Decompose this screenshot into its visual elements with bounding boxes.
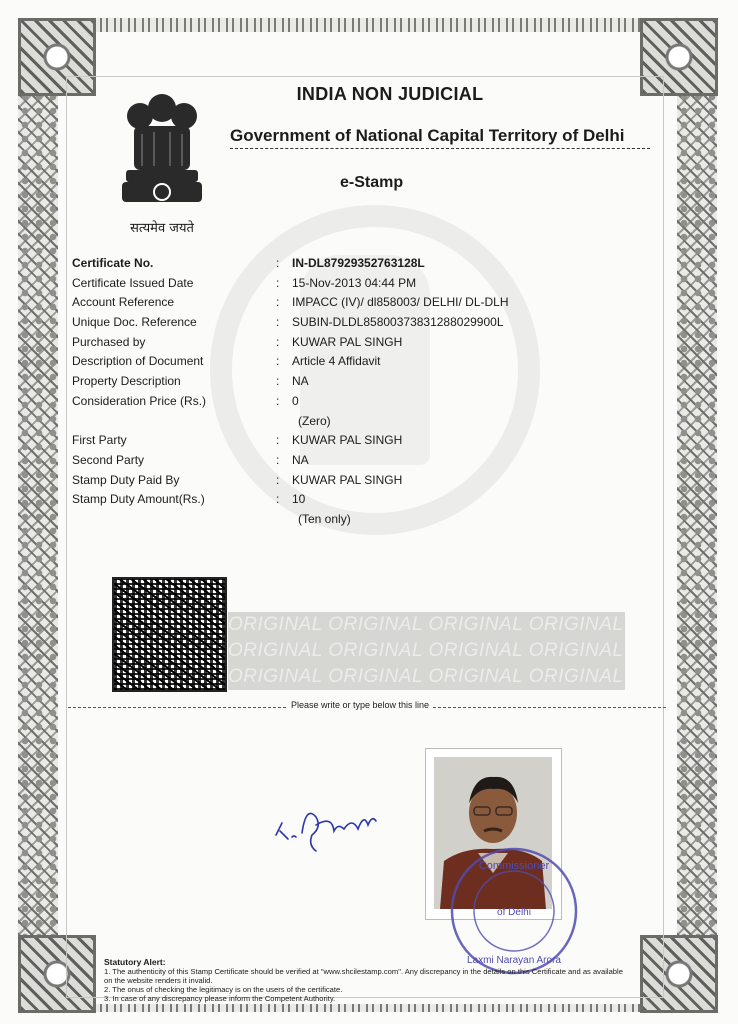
detail-colon: : [276, 354, 280, 369]
certificate-details [72, 256, 632, 532]
detail-colon: : [276, 452, 280, 467]
detail-label: Stamp Duty Paid By [72, 472, 180, 487]
detail-value: SUBIN-DLDL85800373831288029900L [292, 315, 504, 330]
cut-line-label: Please write or type below this line [288, 700, 432, 710]
detail-colon: : [276, 275, 280, 290]
stamp-center-text: of Delhi [497, 907, 531, 918]
signature-icon [272, 795, 402, 855]
watermark-line: ORIGINAL ORIGINAL ORIGINAL ORIGINAL [228, 640, 624, 661]
amount-in-words-row [72, 512, 632, 532]
detail-row [72, 335, 632, 355]
detail-label: Certificate No. [72, 256, 154, 270]
national-emblem-icon [112, 86, 212, 211]
detail-colon: : [276, 256, 280, 270]
amount-in-words: (Ten only) [298, 511, 351, 526]
detail-row [72, 354, 632, 374]
decorative-border-bottom [92, 1004, 642, 1012]
statutory-alert-item: 2. The onus of checking the legitimacy is on the users of the certificate. [104, 985, 343, 994]
detail-value: NA [292, 374, 309, 389]
detail-row [72, 453, 632, 473]
detail-value: KUWAR PAL SINGH [292, 472, 403, 487]
qr-code-icon [112, 577, 227, 692]
detail-colon: : [276, 374, 280, 389]
detail-label: Certificate Issued Date [72, 275, 194, 290]
detail-label: Unique Doc. Reference [72, 315, 197, 330]
detail-row [72, 315, 632, 335]
document-title: INDIA NON JUDICIAL [296, 84, 484, 104]
detail-colon: : [276, 315, 280, 330]
detail-value: 0 [292, 393, 299, 408]
statutory-alert-item: 1. The authenticity of this Stamp Certificate should be verified at "www.shcilestamp.com". Any discrepancy in the details on this Certificate and as available on the website renders it invalid. [104, 967, 623, 985]
decorative-border-top [92, 18, 642, 32]
original-watermark-band [228, 612, 625, 690]
statutory-alert-title: Statutory Alert: [104, 957, 166, 967]
amount-in-words-row [72, 414, 632, 434]
detail-row [72, 295, 632, 315]
detail-label: Consideration Price (Rs.) [72, 393, 207, 408]
detail-row [72, 492, 632, 512]
detail-value: IN-DL87929352763128L [292, 256, 425, 270]
detail-value: Article 4 Affidavit [292, 354, 381, 369]
detail-colon: : [276, 492, 280, 507]
detail-value: 15-Nov-2013 04:44 PM [292, 275, 417, 290]
stamp-bottom-text: Laxmi Narayan Arora [467, 955, 561, 966]
stamp-top-text: Commissioner [478, 860, 550, 872]
detail-label: First Party [72, 433, 127, 448]
detail-value: KUWAR PAL SINGH [292, 433, 403, 448]
detail-label: Stamp Duty Amount(Rs.) [72, 492, 205, 507]
detail-colon: : [276, 295, 280, 310]
detail-label: Property Description [72, 374, 181, 389]
detail-value: IMPACC (IV)/ dl858003/ DELHI/ DL-DLH [292, 295, 509, 310]
watermark-line: ORIGINAL ORIGINAL ORIGINAL ORIGINAL [228, 666, 624, 687]
detail-label: Purchased by [72, 334, 146, 349]
detail-row [72, 433, 632, 453]
detail-label: Description of Document [72, 354, 204, 369]
statutory-alert [104, 958, 624, 1003]
decorative-border-right [677, 90, 717, 935]
watermark-line: ORIGINAL ORIGINAL ORIGINAL ORIGINAL [228, 614, 624, 635]
detail-row [72, 394, 632, 414]
detail-value: NA [292, 452, 309, 467]
detail-colon: : [276, 472, 280, 487]
detail-value: KUWAR PAL SINGH [292, 334, 403, 349]
detail-label: Second Party [72, 452, 145, 467]
detail-value: 10 [292, 492, 306, 507]
document-subtitle: e-Stamp [340, 174, 404, 191]
detail-row [72, 276, 632, 296]
decorative-border-left [18, 90, 58, 935]
amount-in-words: (Zero) [298, 413, 331, 428]
detail-colon: : [276, 334, 280, 349]
emblem-motto: सत्यमेव जयते [130, 221, 194, 236]
statutory-alert-item: 3. In case of any discrepancy please inform the Competent Authority. [104, 994, 336, 1003]
detail-colon: : [276, 393, 280, 408]
detail-row [72, 256, 632, 276]
detail-colon: : [276, 433, 280, 448]
detail-label: Account Reference [72, 295, 175, 310]
government-heading: Government of National Capital Territory of Delhi [230, 126, 650, 149]
detail-row [72, 374, 632, 394]
detail-row [72, 473, 632, 493]
